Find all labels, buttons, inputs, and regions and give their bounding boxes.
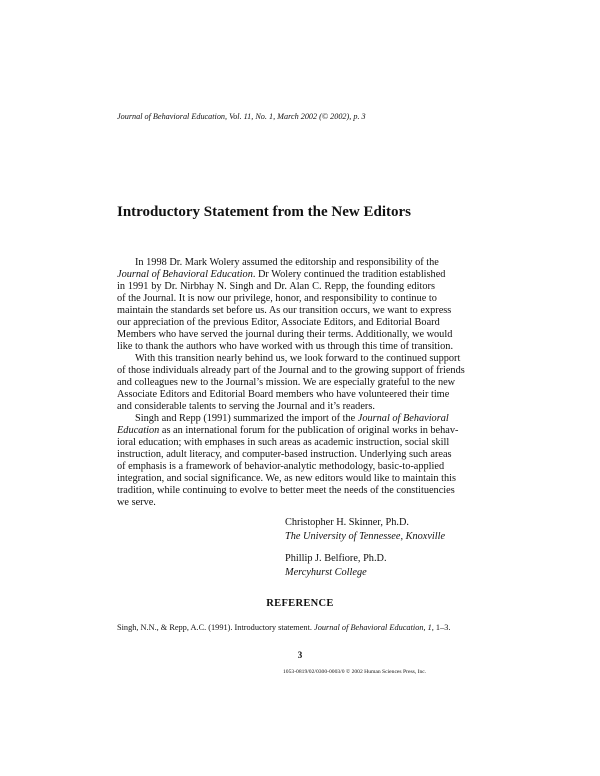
text-segment: . Dr Wolery continued the tradition established	[252, 269, 446, 280]
signature-affiliation-2: Mercyhurst College	[285, 567, 367, 578]
running-head: Journal of Behavioral Education, Vol. 11, No. 1, March 2002 (© 2002), p. 3	[117, 112, 366, 121]
text-line	[117, 305, 452, 317]
text-segment: and colleagues new to the Journal’s mission. We are especially grateful to the new	[117, 377, 456, 388]
text-line	[117, 317, 440, 329]
reference-entry	[117, 623, 450, 632]
reference-journal: Journal of Behavioral Education, 1,	[314, 623, 434, 632]
text-line	[117, 293, 435, 305]
text-segment: and considerable talents to serving the Journal and it’s readers.	[117, 401, 375, 412]
text-segment: maintain the standards set before us. As our transition occurs, we want to express	[117, 305, 452, 316]
reference-authors: Singh, N.N., & Repp, A.C. (1991). Introductory statement.	[117, 623, 315, 632]
paragraph	[117, 413, 459, 509]
italic-text: Journal of Behavioral Education	[117, 269, 253, 280]
text-line	[117, 413, 449, 425]
text-segment: integration, and social significance. We, as new editors would like to maintain this	[117, 473, 456, 484]
text-segment: Singh and Repp (1991) summarized the import of the	[135, 413, 358, 424]
signature-affiliation-1: The University of Tennessee, Knoxville	[285, 531, 446, 542]
text-line	[117, 341, 454, 353]
text-segment: like to thank the authors who have worked with us through this time of transition.	[117, 341, 454, 352]
article-title: Introductory Statement from the New Editors	[117, 204, 411, 220]
text-line	[117, 425, 459, 437]
text-line	[117, 353, 461, 365]
text-line	[117, 497, 435, 509]
text-segment: instruction, adult literacy, and computer-based instruction. Underlying such areas	[117, 449, 452, 460]
text-line	[117, 401, 435, 413]
text-line	[117, 389, 450, 401]
text-line	[117, 377, 456, 389]
text-segment: of those individuals already part of the Journal and to the growing support of friends	[117, 365, 465, 376]
text-line	[117, 449, 452, 461]
text-line	[117, 269, 446, 281]
page-number: 3	[297, 650, 303, 660]
text-line	[117, 365, 465, 377]
text-segment: With this transition nearly behind us, we look forward to the continued support	[135, 353, 461, 364]
text-segment: ioral education; with emphases in such areas as academic instruction, social skill	[117, 437, 450, 448]
text-segment: In 1998 Dr. Mark Wolery assumed the editorship and responsibility of the	[135, 257, 439, 268]
reference-heading: REFERENCE	[266, 598, 334, 609]
italic-text: Education	[117, 425, 160, 436]
text-segment: tradition, while continuing to evolve to better meet the needs of the constituencies	[117, 485, 455, 496]
reference-pages: 1–3.	[433, 623, 451, 632]
text-line	[117, 437, 450, 449]
text-line	[117, 281, 435, 293]
text-segment: our appreciation of the previous Editor, Associate Editors, and Editorial Board	[117, 317, 440, 328]
text-segment: Members who have served the journal during their terms. Additionally, we would	[117, 329, 453, 340]
signature-name-1: Christopher H. Skinner, Ph.D.	[285, 517, 410, 528]
signature-name-2: Phillip J. Belfiore, Ph.D.	[285, 553, 387, 564]
text-segment: as an international forum for the publication of original works in behav-	[159, 425, 459, 436]
text-segment: we serve.	[117, 497, 156, 508]
text-segment: of emphasis is a framework of behavior-analytic methodology, basic-to-applied	[117, 461, 445, 472]
text-line	[117, 461, 445, 473]
text-line	[117, 257, 439, 269]
article-body	[117, 257, 465, 509]
paragraph	[117, 257, 454, 353]
copyright-footer: 1053-0819/02/0300-0003/0 © 2002 Human Sciences Press, Inc.	[283, 669, 427, 675]
text-segment: of the Journal. It is now our privilege, honor, and responsibility to continue to	[117, 293, 437, 304]
italic-text: Journal of Behavioral	[357, 413, 449, 424]
paragraph	[117, 353, 465, 413]
text-line	[117, 473, 456, 485]
text-line	[117, 329, 453, 341]
text-segment: in 1991 by Dr. Nirbhay N. Singh and Dr. Alan C. Repp, the founding editors	[117, 281, 435, 292]
text-segment: Associate Editors and Editorial Board members who have volunteered their time	[117, 389, 450, 400]
text-line	[117, 485, 455, 497]
